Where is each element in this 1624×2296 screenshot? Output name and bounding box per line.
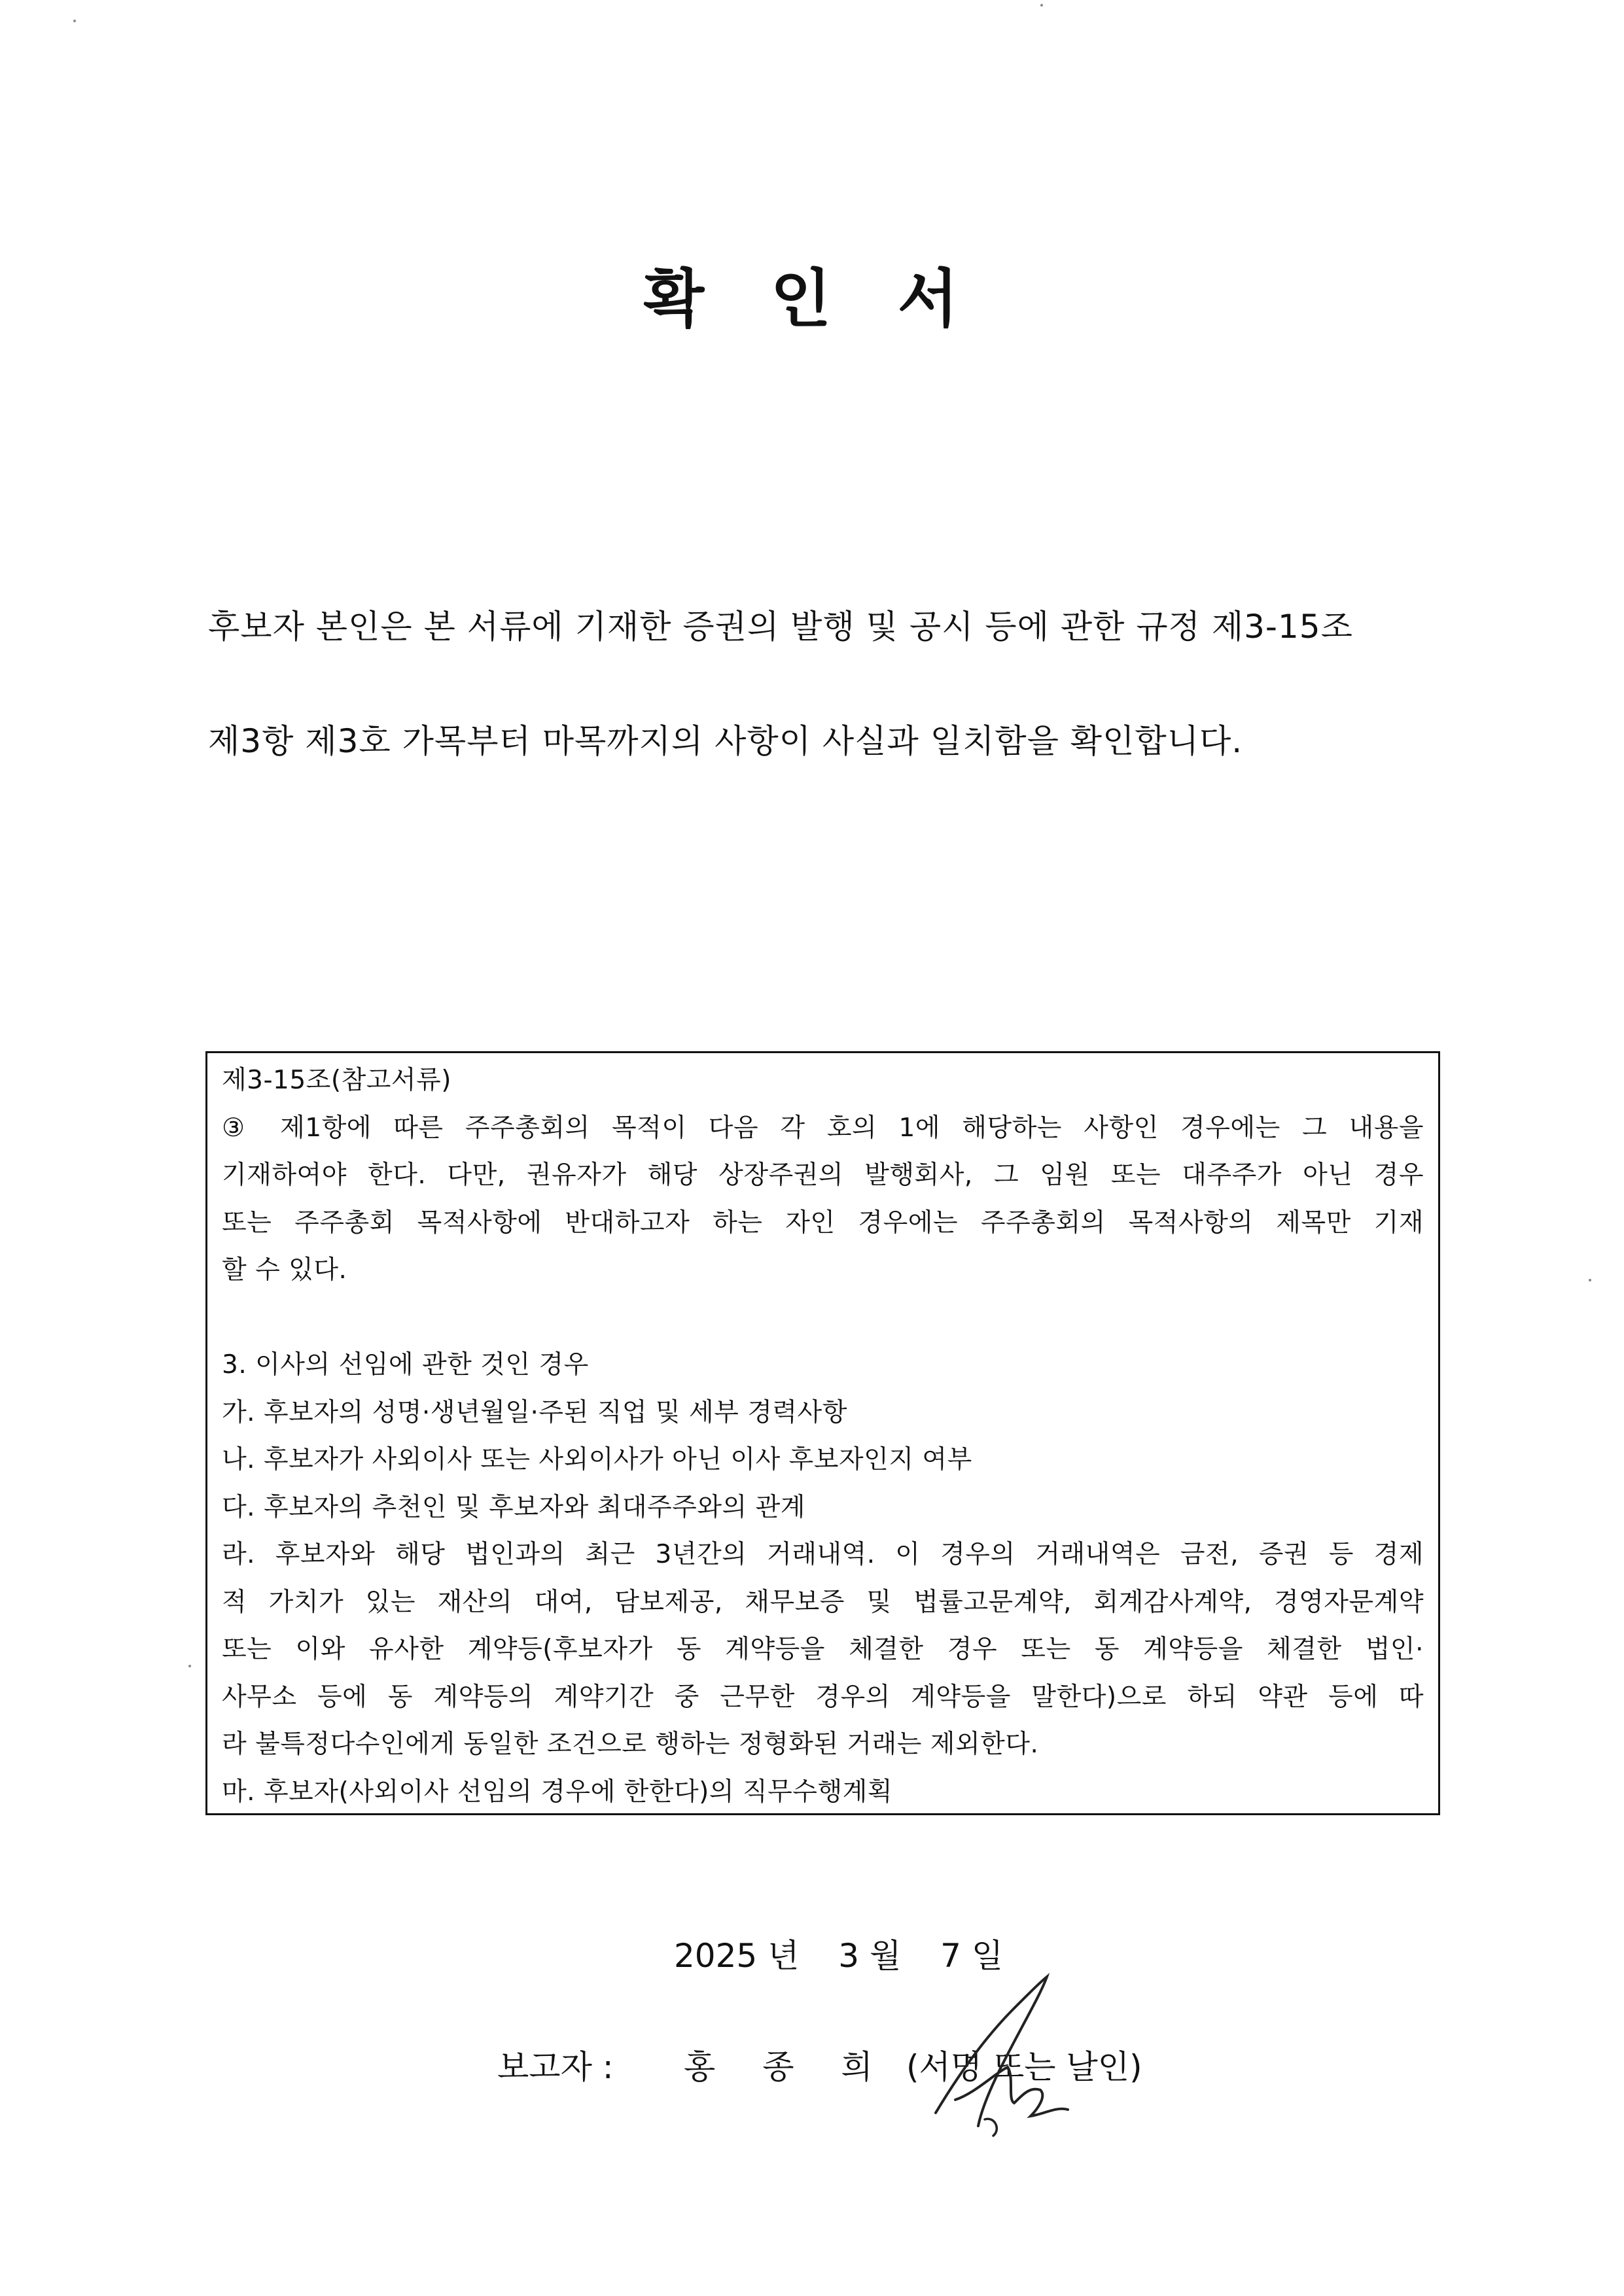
reference-spacer — [222, 1295, 1424, 1342]
date-day: 7 — [940, 1937, 961, 1975]
reference-item-line: 라 불특정다수인에게 동일한 조건으로 행하는 정형화된 거래는 제외한다. — [222, 1730, 1039, 1759]
reference-box — [205, 1051, 1440, 1815]
reference-item-line: 라. 후보자와 해당 법인과의 최근 3년간의 거래내역. 이 경우의 거래내역은 금전, 증권 등 경제 — [222, 1540, 1424, 1569]
reference-paragraph-line: 기재하여야 한다. 다만, 권유자가 해당 상장주권의 발행회사, 그 임원 또는 대주주가 아닌 경우 — [222, 1160, 1424, 1190]
reference-item-heading: 3. 이사의 선임에 관한 것인 경우 — [222, 1350, 589, 1380]
sign-or-seal-note: (서명 또는 날인) — [906, 2048, 1142, 2086]
reference-paragraph-line: ③ 제1항에 따른 주주총회의 목적이 다음 각 호의 1에 해당하는 사항인 경우에는 그 내용을 — [222, 1113, 1424, 1143]
scan-speck — [73, 20, 76, 22]
date-month: 3 — [838, 1937, 860, 1975]
reference-item-line: 다. 후보자의 추천인 및 후보자와 최대주주와의 관계 — [222, 1492, 805, 1522]
reporter-label: 보고자 : — [497, 2048, 614, 2086]
handwritten-signature — [916, 1969, 1086, 2146]
reporter-name: 홍 종 희 — [684, 2048, 891, 2086]
scan-speck — [1040, 4, 1043, 7]
date-year: 2025 — [674, 1937, 758, 1975]
date-year-unit: 년 — [768, 1937, 800, 1975]
reference-heading: 제3-15조(참고서류) — [222, 1066, 451, 1095]
date-month-unit: 월 — [870, 1937, 902, 1975]
reference-item-line: 사무소 등에 동 계약등의 계약기간 중 근무한 경우의 계약등을 말한다)으로 하되 약관 등에 따 — [222, 1682, 1424, 1712]
statement-line-1: 후보자 본인은 본 서류에 기재한 증권의 발행 및 공시 등에 관한 규정 제3-15조 — [208, 608, 1353, 646]
reference-paragraph-line: 할 수 있다. — [222, 1255, 347, 1285]
reference-item-line: 또는 이와 유사한 계약등(후보자가 동 계약등을 체결한 경우 또는 동 계약등을 체결한 법인· — [222, 1635, 1424, 1664]
reference-item-line: 적 가치가 있는 재산의 대여, 담보제공, 채무보증 및 법률고문계약, 회계감사계약, 경영자문계약 — [222, 1587, 1424, 1617]
reference-item-line: 마. 후보자(사외이사 선임의 경우에 한한다)의 직무수행계획 — [222, 1777, 892, 1807]
reference-item-line: 가. 후보자의 성명·생년월일·주된 직업 및 세부 경력사항 — [222, 1397, 847, 1427]
statement-line-2: 제3항 제3호 가목부터 마목까지의 사항이 사실과 일치함을 확인합니다. — [208, 722, 1243, 760]
date-day-unit: 일 — [971, 1937, 1004, 1975]
reporter-line — [497, 2041, 1217, 2093]
reference-paragraph-line: 또는 주주총회 목적사항에 반대하고자 하는 자인 경우에는 주주총회의 목적사항의 제목만 기재 — [222, 1208, 1424, 1238]
scan-speck — [1589, 1279, 1591, 1281]
document-title: 확 인 서 — [643, 262, 981, 336]
reference-item-line: 나. 후보자가 사외이사 또는 사외이사가 아닌 이사 후보자인지 여부 — [222, 1445, 972, 1474]
scan-speck — [188, 1665, 191, 1667]
